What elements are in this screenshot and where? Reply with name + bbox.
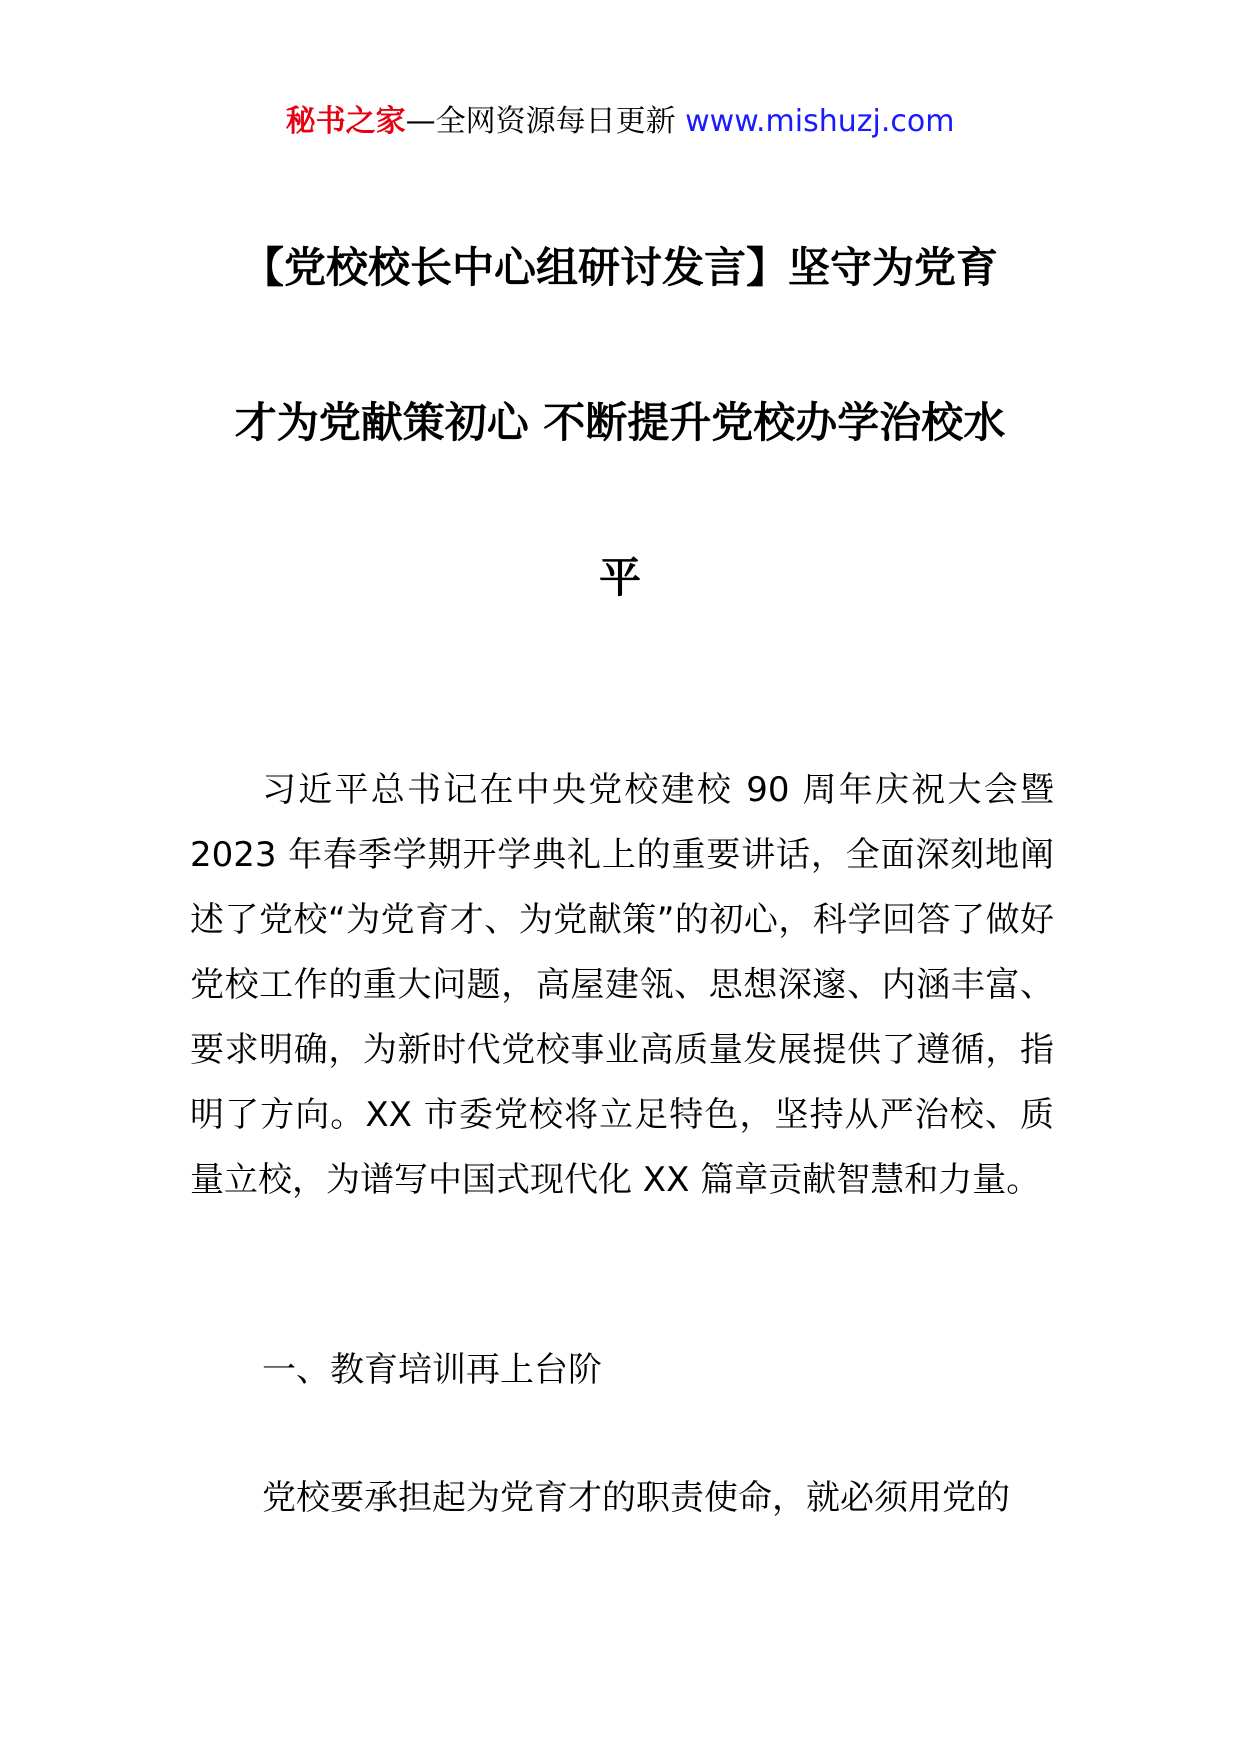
document-title	[190, 190, 1050, 655]
title-line-2: 才为党献策初心 不断提升党校办学治校水	[234, 398, 1006, 447]
title-line-1: 【党校校长中心组研讨发言】坚守为党育	[241, 243, 998, 292]
header-url[interactable]: www.mishuzj.com	[685, 104, 955, 139]
section-heading-1: 一、教育培训再上台阶	[262, 1350, 602, 1390]
title-line-3: 平	[598, 553, 641, 602]
body-paragraph-2: 党校要承担起为党育才的职责使命，就必须用党的	[262, 1478, 1010, 1518]
header-brand: 秘书之家	[285, 104, 406, 139]
site-header	[0, 100, 1240, 144]
body-paragraph-1: 习近平总书记在中央党校建校 90 周年庆祝大会暨 2023 年春季学期开学典礼上的重要讲话，全面深刻地阐述了党校“为党育才、为党献策”的初心，科学回答了做好党校工作的重大问题，高屋建瓴、思想深邃、内涵丰富、要求明确，为新时代党校事业高质量发展提供了遵循，指明了方向。XX 市委党校将立足特色，坚持从严治校、质量立校，为谱写中国式现代化 XX 篇章贡献智慧和力量。	[190, 770, 1054, 1200]
header-slogan: —全网资源每日更新	[405, 104, 686, 139]
